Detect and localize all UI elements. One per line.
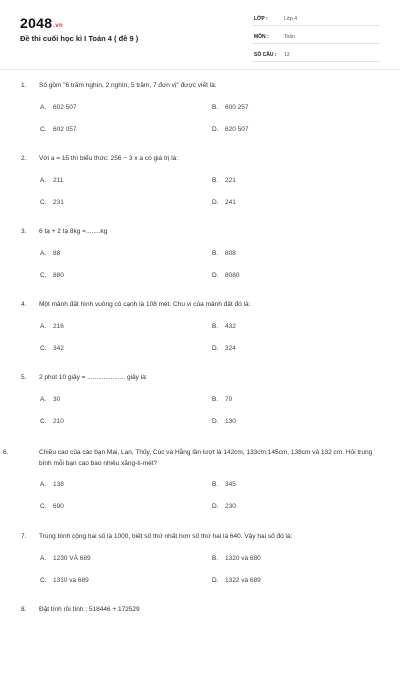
question-text: 5. 2 phút 10 giây = ..................... giây là: [21, 374, 148, 381]
option-d[interactable]: D. 230 [212, 503, 236, 510]
meta-row-class [252, 13, 380, 26]
option-a[interactable]: A. 138 [40, 481, 64, 488]
option-a[interactable]: A. 211 [40, 177, 64, 184]
option-d[interactable]: D. 1322 và 689 [212, 577, 261, 584]
question-number: 1. [21, 82, 27, 89]
question-3 [0, 224, 400, 297]
meta-value: Lớp 4 [284, 16, 298, 22]
option-c[interactable]: C. 1310 và 689 [40, 577, 89, 584]
meta-label: SỐ CÂU : [254, 52, 277, 58]
question-8 [0, 602, 400, 675]
option-a[interactable]: A. 216 [40, 323, 64, 330]
header-divider [0, 69, 400, 70]
site-logo[interactable]: 2048.vn [20, 15, 63, 31]
meta-value: Toán [284, 34, 295, 40]
question-number: 4. [21, 301, 27, 308]
option-c[interactable]: C. 880 [40, 272, 64, 279]
question-text: 1. Số gồm "6 trăm nghìn, 2 nghìn, 5 trăm, 7 đơn vị" được viết là: [21, 82, 217, 89]
option-a[interactable]: A. 602 507 [40, 104, 77, 111]
option-b[interactable]: B. 432 [212, 323, 236, 330]
option-c[interactable]: C. 210 [40, 418, 64, 425]
option-d[interactable]: D. 324 [212, 345, 236, 352]
question-list [0, 78, 400, 675]
meta-row-question-count [252, 49, 380, 62]
meta-row-subject [252, 31, 380, 44]
question-5 [0, 370, 400, 443]
option-c[interactable]: C. 690 [40, 503, 64, 510]
meta-value: 13 [284, 52, 290, 58]
option-b[interactable]: B. 600 257 [212, 104, 249, 111]
option-c[interactable]: C. 231 [40, 199, 64, 206]
question-7 [0, 529, 400, 602]
option-c[interactable]: C. 602 057 [40, 126, 77, 133]
question-text: 4. Một mảnh đất hình vuông có cạnh là 108 mét. Chu vi của mảnh đất đó là: [21, 301, 251, 308]
question-number: 8. [21, 606, 27, 613]
question-text: 7. Trung bình cộng hai số là 1000, biết số thứ nhất hơn số thứ hai là 640. Vậy hai số đó là: [21, 533, 293, 540]
question-2 [0, 151, 400, 224]
question-text: 6. Chiều cao của các bạn Mai, Lan, Thủy, Cúc và Hằng lần lượt là 142cm, 133cm,145cm, 138cm và 132 cm. Hỏi trung bình mỗi bạn cao bao nhiêu xăng-ti-mét? [3, 449, 373, 467]
question-text: 2. Với a = 15 thì biểu thức: 256 − 3 x a có giá trị là: [21, 155, 179, 162]
question-text: 8. Đặt tính rồi tính : 518446 + 172529 [21, 606, 140, 613]
option-c[interactable]: C. 342 [40, 345, 64, 352]
exam-header [0, 0, 400, 66]
question-number: 5. [21, 374, 27, 381]
option-a[interactable]: A. 30 [40, 396, 61, 403]
question-4 [0, 297, 400, 370]
option-b[interactable]: B. 221 [212, 177, 236, 184]
option-a[interactable]: A. 1230 VÀ 689 [40, 555, 91, 562]
option-d[interactable]: D. 241 [212, 199, 236, 206]
option-b[interactable]: B. 808 [212, 250, 236, 257]
question-number: 6. [3, 449, 9, 456]
question-text: 3. 6 tạ + 2 tạ 8kg =........kg [21, 228, 108, 235]
option-d[interactable]: D. 8080 [212, 272, 240, 279]
option-b[interactable]: B. 345 [212, 481, 236, 488]
logo-suffix: .vn [53, 23, 63, 29]
question-1 [0, 78, 400, 151]
option-b[interactable]: B. 70 [212, 396, 233, 403]
option-a[interactable]: A. 88 [40, 250, 61, 257]
question-number: 3. [21, 228, 27, 235]
option-d[interactable]: D. 620 507 [212, 126, 249, 133]
option-d[interactable]: D. 130 [212, 418, 236, 425]
meta-label: MÔN : [254, 34, 269, 40]
question-number: 2. [21, 155, 27, 162]
meta-label: LỚP : [254, 16, 268, 22]
exam-meta [252, 13, 380, 67]
question-6 [0, 443, 400, 529]
option-b[interactable]: B. 1320 và 680 [212, 555, 261, 562]
exam-title: Đề thi cuối học kì I Toán 4 ( đề 9 ) [20, 34, 139, 43]
question-number: 7. [21, 533, 27, 540]
